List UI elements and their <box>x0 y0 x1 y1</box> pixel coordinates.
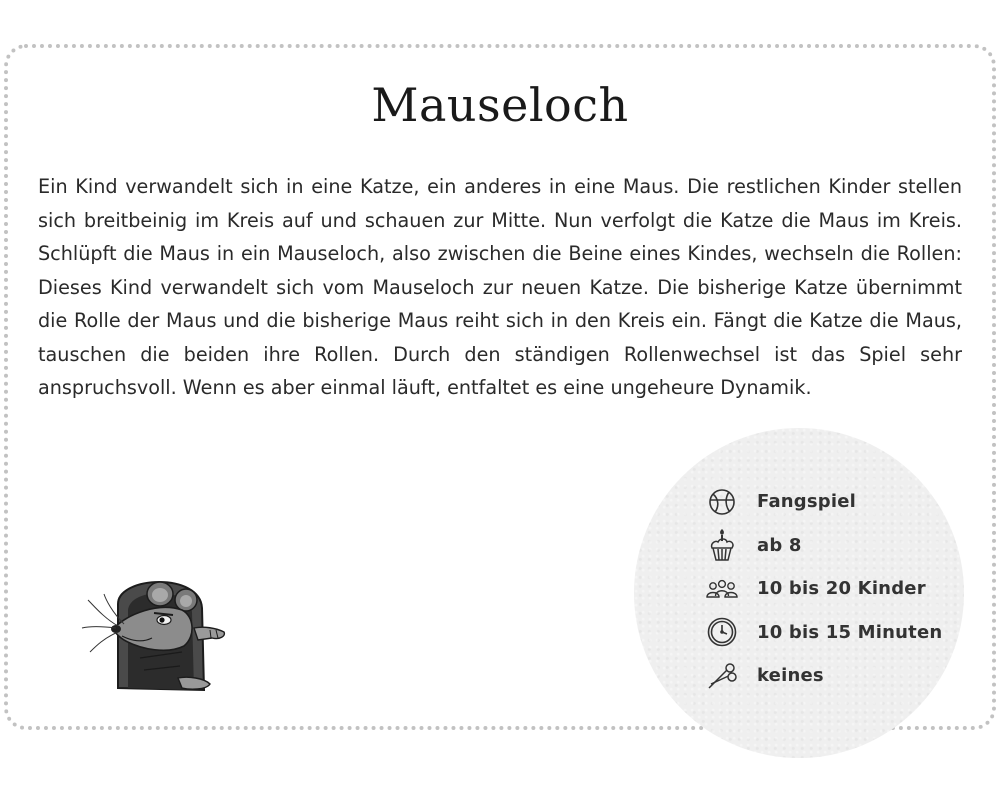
scissors-icon <box>704 658 740 694</box>
info-item-age <box>704 524 984 568</box>
clock-icon <box>704 614 740 650</box>
info-label-material: keines <box>757 665 824 687</box>
info-item-duration <box>704 611 984 655</box>
cupcake-candle-icon <box>704 527 740 563</box>
info-item-type <box>704 480 984 524</box>
info-list <box>704 480 984 698</box>
ball-icon <box>704 484 740 520</box>
info-item-players <box>704 567 984 611</box>
info-label-players: 10 bis 20 Kinder <box>757 578 926 600</box>
info-label-type: Fangspiel <box>757 491 857 513</box>
info-item-material <box>704 654 984 698</box>
game-description: Ein Kind verwandelt sich in eine Katze, ein anderes in eine Maus. Die restlichen Kinder stellen sich breitbeinig im Kreis auf und schauen zur Mitte. Nun verfolgt die Katze die Maus im Kreis. Schlüpft die Maus in ein Mauseloch, also zwischen die Beine eines Kindes, wechseln die Rollen: Dieses Kind verwandelt sich vom Mauseloch zur neuen Katze. Die bisherige Katze übernimmt die Rolle der Maus und die bisherige Maus reiht sich in den Kreis ein. Fängt die Katze die Maus, tauschen die beiden ihre Rollen. Durch den ständigen Rollenwechsel ist das Spiel sehr anspruchsvoll. Wenn es aber einmal läuft, entfaltet es eine ungeheure Dynamik. <box>38 175 962 399</box>
mouse-in-mousehole-illustration <box>78 566 238 696</box>
group-of-people-icon <box>704 571 740 607</box>
info-label-duration: 10 bis 15 Minuten <box>757 621 943 643</box>
game-title: Mauseloch <box>371 78 629 132</box>
info-label-age: ab 8 <box>757 534 802 556</box>
